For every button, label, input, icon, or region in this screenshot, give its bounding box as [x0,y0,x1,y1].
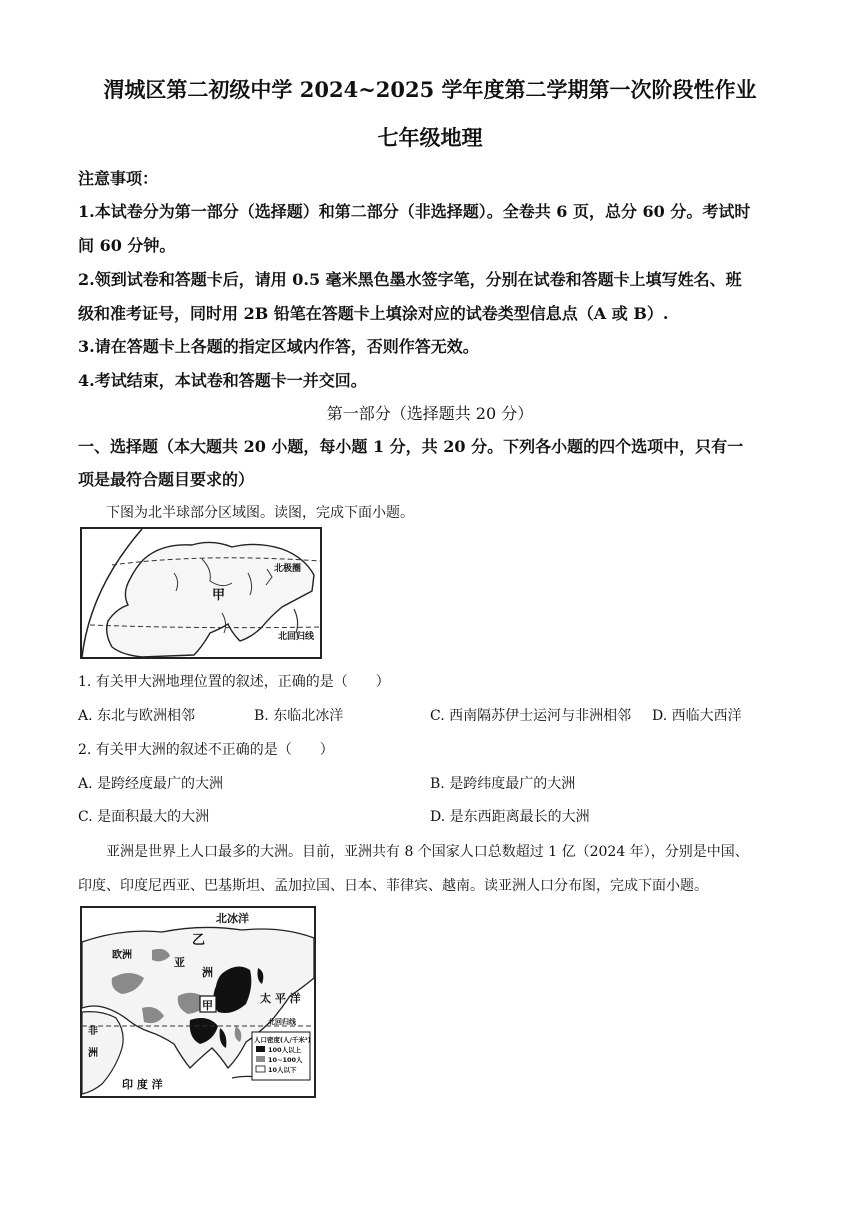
map1-label-tropic: 北回归线 [278,632,315,642]
legend-swatch-high [256,1046,265,1052]
legend-swatch-low [256,1066,265,1072]
asia-population-map [80,906,316,1098]
map2-label-europe: 欧洲 [112,950,132,961]
q1-option-c[interactable]: C. 西南隔苏伊士运河与非洲相邻 [430,708,632,724]
exam-title: 渭城区第二初级中学 2024~2025 学年度第二学期第一次阶段性作业 [103,77,757,102]
map2-label-yi: 乙 [192,933,206,948]
notice-item-1-cont: 间 60 分钟。 [78,236,176,255]
map2-label-tropic: 北回归线 [268,1018,296,1026]
q1-stem: 1. 有关甲大洲地理位置的叙述，正确的是（ ） [78,674,390,690]
northern-hemisphere-map [80,527,322,659]
q2-option-a[interactable]: A. 是跨经度最广的大洲 [78,776,224,792]
section-heading-cont: 项是最符合题目要求的） [78,470,255,489]
intro-1: 下图为北半球部分区域图。读图，完成下面小题。 [106,505,414,521]
legend-title: 人口密度(人/千米²) [254,1036,311,1044]
q2-stem: 2. 有关甲大洲的叙述不正确的是（ ） [78,742,334,758]
q1-option-b[interactable]: B. 东临北冰洋 [254,708,344,724]
notice-item-3: 3.请在答题卡上各题的指定区域内作答，否则作答无效。 [78,337,479,356]
legend-label-high: 100人以上 [268,1046,302,1054]
q2-option-c[interactable]: C. 是面积最大的大洲 [78,809,210,825]
map2-label-jia: 甲 [202,999,213,1012]
section-heading: 一、选择题（本大题共 20 小题，每小题 1 分，共 20 分。下列各小题的四个选项中，只有一 [78,437,744,456]
map2-label-arctic-ocean: 北冰洋 [216,912,249,925]
map2-label-africa-1: 非 [88,1026,98,1037]
map1-label-arctic-circle: 北极圈 [274,564,302,574]
map1-label-jia: 甲 [212,588,226,603]
legend-swatch-medium [256,1056,265,1062]
q2-option-b[interactable]: B. 是跨纬度最广的大洲 [430,776,576,792]
q1-option-d[interactable]: D. 西临大西洋 [652,708,742,724]
map2-label-pacific: 太 平 洋 [260,992,301,1005]
q1-option-a[interactable]: A. 东北与欧洲相邻 [78,708,196,724]
intro-2-cont: 印度、印度尼西亚、巴基斯坦、孟加拉国、日本、菲律宾、越南。读亚洲人口分布图，完成下面小题。 [78,878,708,894]
exam-subtitle: 七年级地理 [377,125,483,150]
q2-option-d[interactable]: D. 是东西距离最长的大洲 [430,809,590,825]
map2-label-indian-ocean: 印 度 洋 [122,1078,163,1091]
notice-item-2-cont: 级和准考证号，同时用 2B 铅笔在答题卡上填涂对应的试卷类型信息点（A 或 B）. [78,304,669,323]
notice-item-1: 1.本试卷分为第一部分（选择题）和第二部分（非选择题）。全卷共 6 页，总分 60 分。考试时 [78,202,751,221]
notice-item-2: 2.领到试卷和答题卡后，请用 0.5 毫米黑色墨水签字笔，分别在试卷和答题卡上填写姓名、班 [78,270,742,289]
map2-legend [252,1032,311,1080]
notice-item-4: 4.考试结束，本试卷和答题卡一并交回。 [78,371,367,390]
legend-label-medium: 10~100人 [268,1056,303,1064]
legend-label-low: 10人以下 [268,1066,297,1074]
map2-label-africa-2: 洲 [88,1048,98,1059]
intro-2: 亚洲是世界上人口最多的大洲。目前，亚洲共有 8 个国家人口总数超过 1 亿（2024 年），分别是中国、 [106,844,749,860]
map2-label-asia-1: 亚 [174,956,185,969]
part1-heading: 第一部分（选择题共 20 分） [326,404,534,423]
map2-label-asia-2: 洲 [202,966,213,979]
notice-heading: 注意事项： [78,169,159,188]
